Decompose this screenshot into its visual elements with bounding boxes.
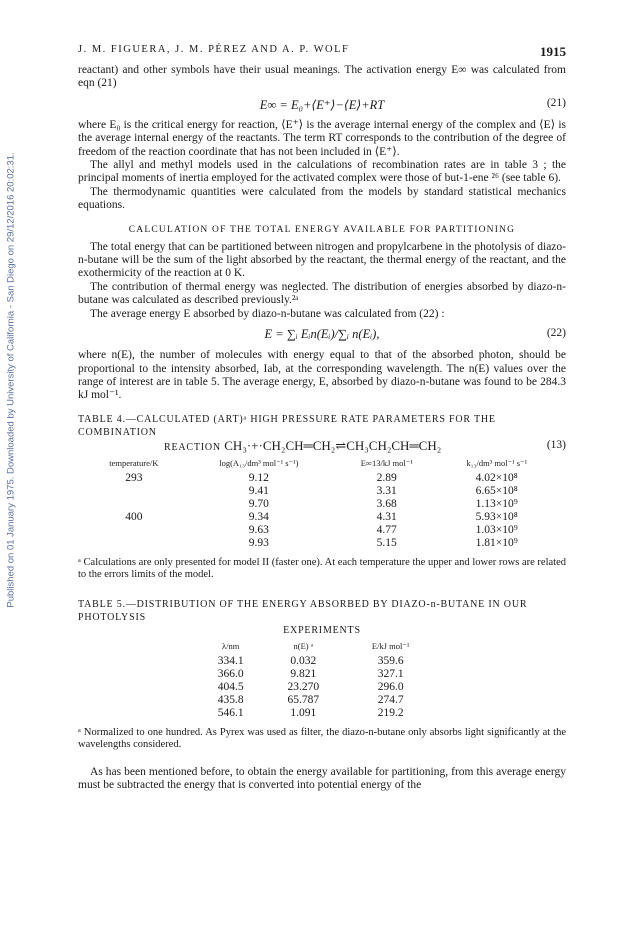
- table-4-header: E∞13/kJ mol⁻¹: [360, 457, 413, 468]
- table-5-header: E/kJ mol⁻¹: [371, 640, 410, 651]
- equation-21-body: E∞ = E₀+⟨E⁺⟩−⟨E⟩+RT: [259, 97, 385, 112]
- table-row: [86, 485, 556, 498]
- paragraph-5: The total energy that can be partitioned between nitrogen and propylcarbene in the photolysis of diazo-n-butane will be the sum of the light absorbed by the reactant, the thermal energy of the reactant, and the exothermicity of the reaction at 0 K.: [78, 240, 566, 280]
- table-cell: [86, 537, 182, 550]
- table-row: [86, 537, 556, 550]
- table-cell: 4.02×10⁸: [475, 471, 518, 484]
- table-4-header-row: [86, 456, 556, 472]
- table-cell: 5.93×10⁸: [475, 510, 518, 523]
- section-heading: CALCULATION OF THE TOTAL ENERGY AVAILABLE FOR PARTITIONING: [128, 224, 516, 235]
- table-row: [198, 655, 438, 668]
- table-cell: 219.2: [377, 706, 404, 719]
- table-cell: [86, 524, 182, 537]
- paragraph-7: The average energy E absorbed by diazo-n-butane was calculated from (22) :: [90, 307, 445, 320]
- table-cell: 296.0: [377, 680, 404, 693]
- table-cell: 366.0: [217, 667, 244, 680]
- table-cell: 9.821: [290, 667, 317, 680]
- table-4-reaction-number: (13): [546, 438, 566, 451]
- table-cell: 359.6: [377, 654, 404, 667]
- table-cell: 334.1: [217, 654, 244, 667]
- table-row: [198, 694, 438, 707]
- table-cell: 293: [125, 471, 143, 484]
- paragraph-6: The contribution of thermal energy was neglected. The distribution of energies absorbed by diazo-n-butane was calculated as described previously.²ᵃ: [78, 280, 566, 307]
- table-4-header: temperature/K: [109, 458, 159, 469]
- table-cell: 9.63: [248, 523, 269, 536]
- paragraph-2: where E₀ is the critical energy for reaction, ⟨E⁺⟩ is the average internal energy of the complex and ⟨E⟩ is the average internal energy of the reactants. The term RT corresponds to the contribution of the degree of freedom of the reaction coordinate that has not been included in ⟨E⁺⟩.: [78, 118, 566, 158]
- table-cell: 9.12: [248, 471, 269, 484]
- paragraph-9: As has been mentioned before, to obtain the energy available for partitioning, from this average energy must be subtracted the energy that is converted into potential energy of the: [78, 765, 566, 792]
- table-cell: 1.091: [290, 706, 317, 719]
- table-cell: 1.81×10⁹: [475, 536, 518, 549]
- table-4: [86, 456, 556, 550]
- table-5: [198, 639, 438, 720]
- equation-22-body: E = ∑ᵢ Eᵢn(Eᵢ)/∑ᵢ n(Eᵢ),: [264, 327, 380, 342]
- paragraph-4: The thermodynamic quantities were calculated from the models by standard statistical mechanics equations.: [78, 185, 566, 212]
- table-row: [86, 524, 556, 537]
- page-body: [78, 44, 566, 793]
- table-row: [86, 511, 556, 524]
- table-4-caption: [78, 413, 566, 454]
- table-5-footnote: ᵃ Normalized to one hundred. As Pyrex was used as filter, the diazo-n-butane only absorbs light significantly at the wavelengths considered.: [78, 726, 566, 751]
- table-cell: 5.15: [376, 536, 397, 549]
- table-row: [198, 668, 438, 681]
- sidebar-watermark: [4, 100, 18, 660]
- table-cell: 9.34: [248, 510, 269, 523]
- table-cell: 3.68: [376, 497, 397, 510]
- table-cell: 435.8: [217, 693, 244, 706]
- table-5-header: n(E) ᵃ: [293, 641, 314, 652]
- table-cell: 400: [125, 510, 143, 523]
- table-cell: 1.13×10⁹: [475, 497, 518, 510]
- table-4-caption-prefix: REACTION: [164, 441, 221, 453]
- table-4-footnote: ᵃ Calculations are only presented for model II (faster one). At each temperature the upper and lower rows are related to the errors limits of the model.: [78, 556, 566, 581]
- table-cell: 404.5: [217, 680, 244, 693]
- table-cell: 1.03×10⁹: [475, 523, 518, 536]
- table-cell: 6.65×10⁸: [475, 484, 518, 497]
- table-cell: 9.70: [248, 497, 269, 510]
- table-4-caption-line-2: [78, 439, 566, 454]
- table-cell: 274.7: [377, 693, 404, 706]
- table-5-caption-line-2: EXPERIMENTS: [283, 624, 361, 636]
- table-cell: 4.31: [376, 510, 397, 523]
- table-row: [86, 498, 556, 511]
- header-authors: J. M. FIGUERA, J. M. PÉREZ AND A. P. WOLF: [78, 44, 350, 55]
- equation-22-number: (22): [546, 327, 566, 340]
- table-cell: 4.77: [376, 523, 397, 536]
- table-cell: [86, 485, 182, 498]
- table-cell: 23.270: [287, 680, 320, 693]
- table-cell: 9.41: [248, 484, 269, 497]
- table-cell: 2.89: [376, 471, 397, 484]
- table-4-reaction: CH₃·+·CH₂CH═CH₂⇌CH₃CH₂CH═CH₂: [224, 437, 442, 453]
- table-4-header: k₁₃/dm³ mol⁻¹ s⁻¹: [466, 457, 528, 468]
- table-cell: 65.787: [287, 693, 320, 706]
- paragraph-8: where n(E), the number of molecules with energy equal to that of the absorbed photon, should be proportional to the intensity absorbed, Iab, at the corresponding wavelength. The n(E) values over the range of interest are in table 5. The average energy, E, absorbed by diazo-n-butane was found to be 284.3 kJ mol⁻¹.: [78, 349, 566, 402]
- paragraph-3: The allyl and methyl models used in the calculations of recombination rates are in table 3 ; the principal moments of inertia employed for the activated complex were those of but-1-ene ²⁶ (see table 6).: [78, 159, 566, 185]
- table-cell: 9.93: [248, 536, 269, 549]
- equation-22: [78, 327, 566, 343]
- table-4-caption-line-1: TABLE 4.—CALCULATED (ART)ᵃ HIGH PRESSURE RATE PARAMETERS FOR THE COMBINATION: [78, 413, 496, 438]
- equation-21: [78, 97, 566, 113]
- table-5-header: λ/nm: [222, 641, 240, 652]
- table-row: [198, 707, 438, 720]
- table-row: [86, 472, 556, 485]
- equation-21-number: (21): [546, 96, 566, 109]
- table-5-caption-line-1: TABLE 5.—DISTRIBUTION OF THE ENERGY ABSORBED BY DIAZO-n-BUTANE IN OUR PHOTOLYSIS: [78, 598, 528, 623]
- paragraph-1: reactant) and other symbols have their usual meanings. The activation energy E∞ was calculated from eqn (21): [78, 64, 566, 90]
- table-cell: 0.032: [290, 654, 317, 667]
- table-row: [198, 681, 438, 694]
- table-cell: 546.1: [217, 706, 244, 719]
- table-cell: 3.31: [376, 484, 397, 497]
- page-number: 1915: [540, 44, 566, 59]
- table-cell: [86, 498, 182, 511]
- table-5-caption: [78, 598, 566, 637]
- table-cell: 327.1: [377, 667, 404, 680]
- download-notice: Published on 01 January 1975. Downloaded by University of California - San Diego on 29/12/2016 20:02:31.: [5, 152, 17, 608]
- running-header: [78, 44, 566, 60]
- table-5-header-row: [198, 639, 438, 655]
- table-4-header: log(A₁₃/dm³ mol⁻¹ s⁻¹): [219, 457, 299, 468]
